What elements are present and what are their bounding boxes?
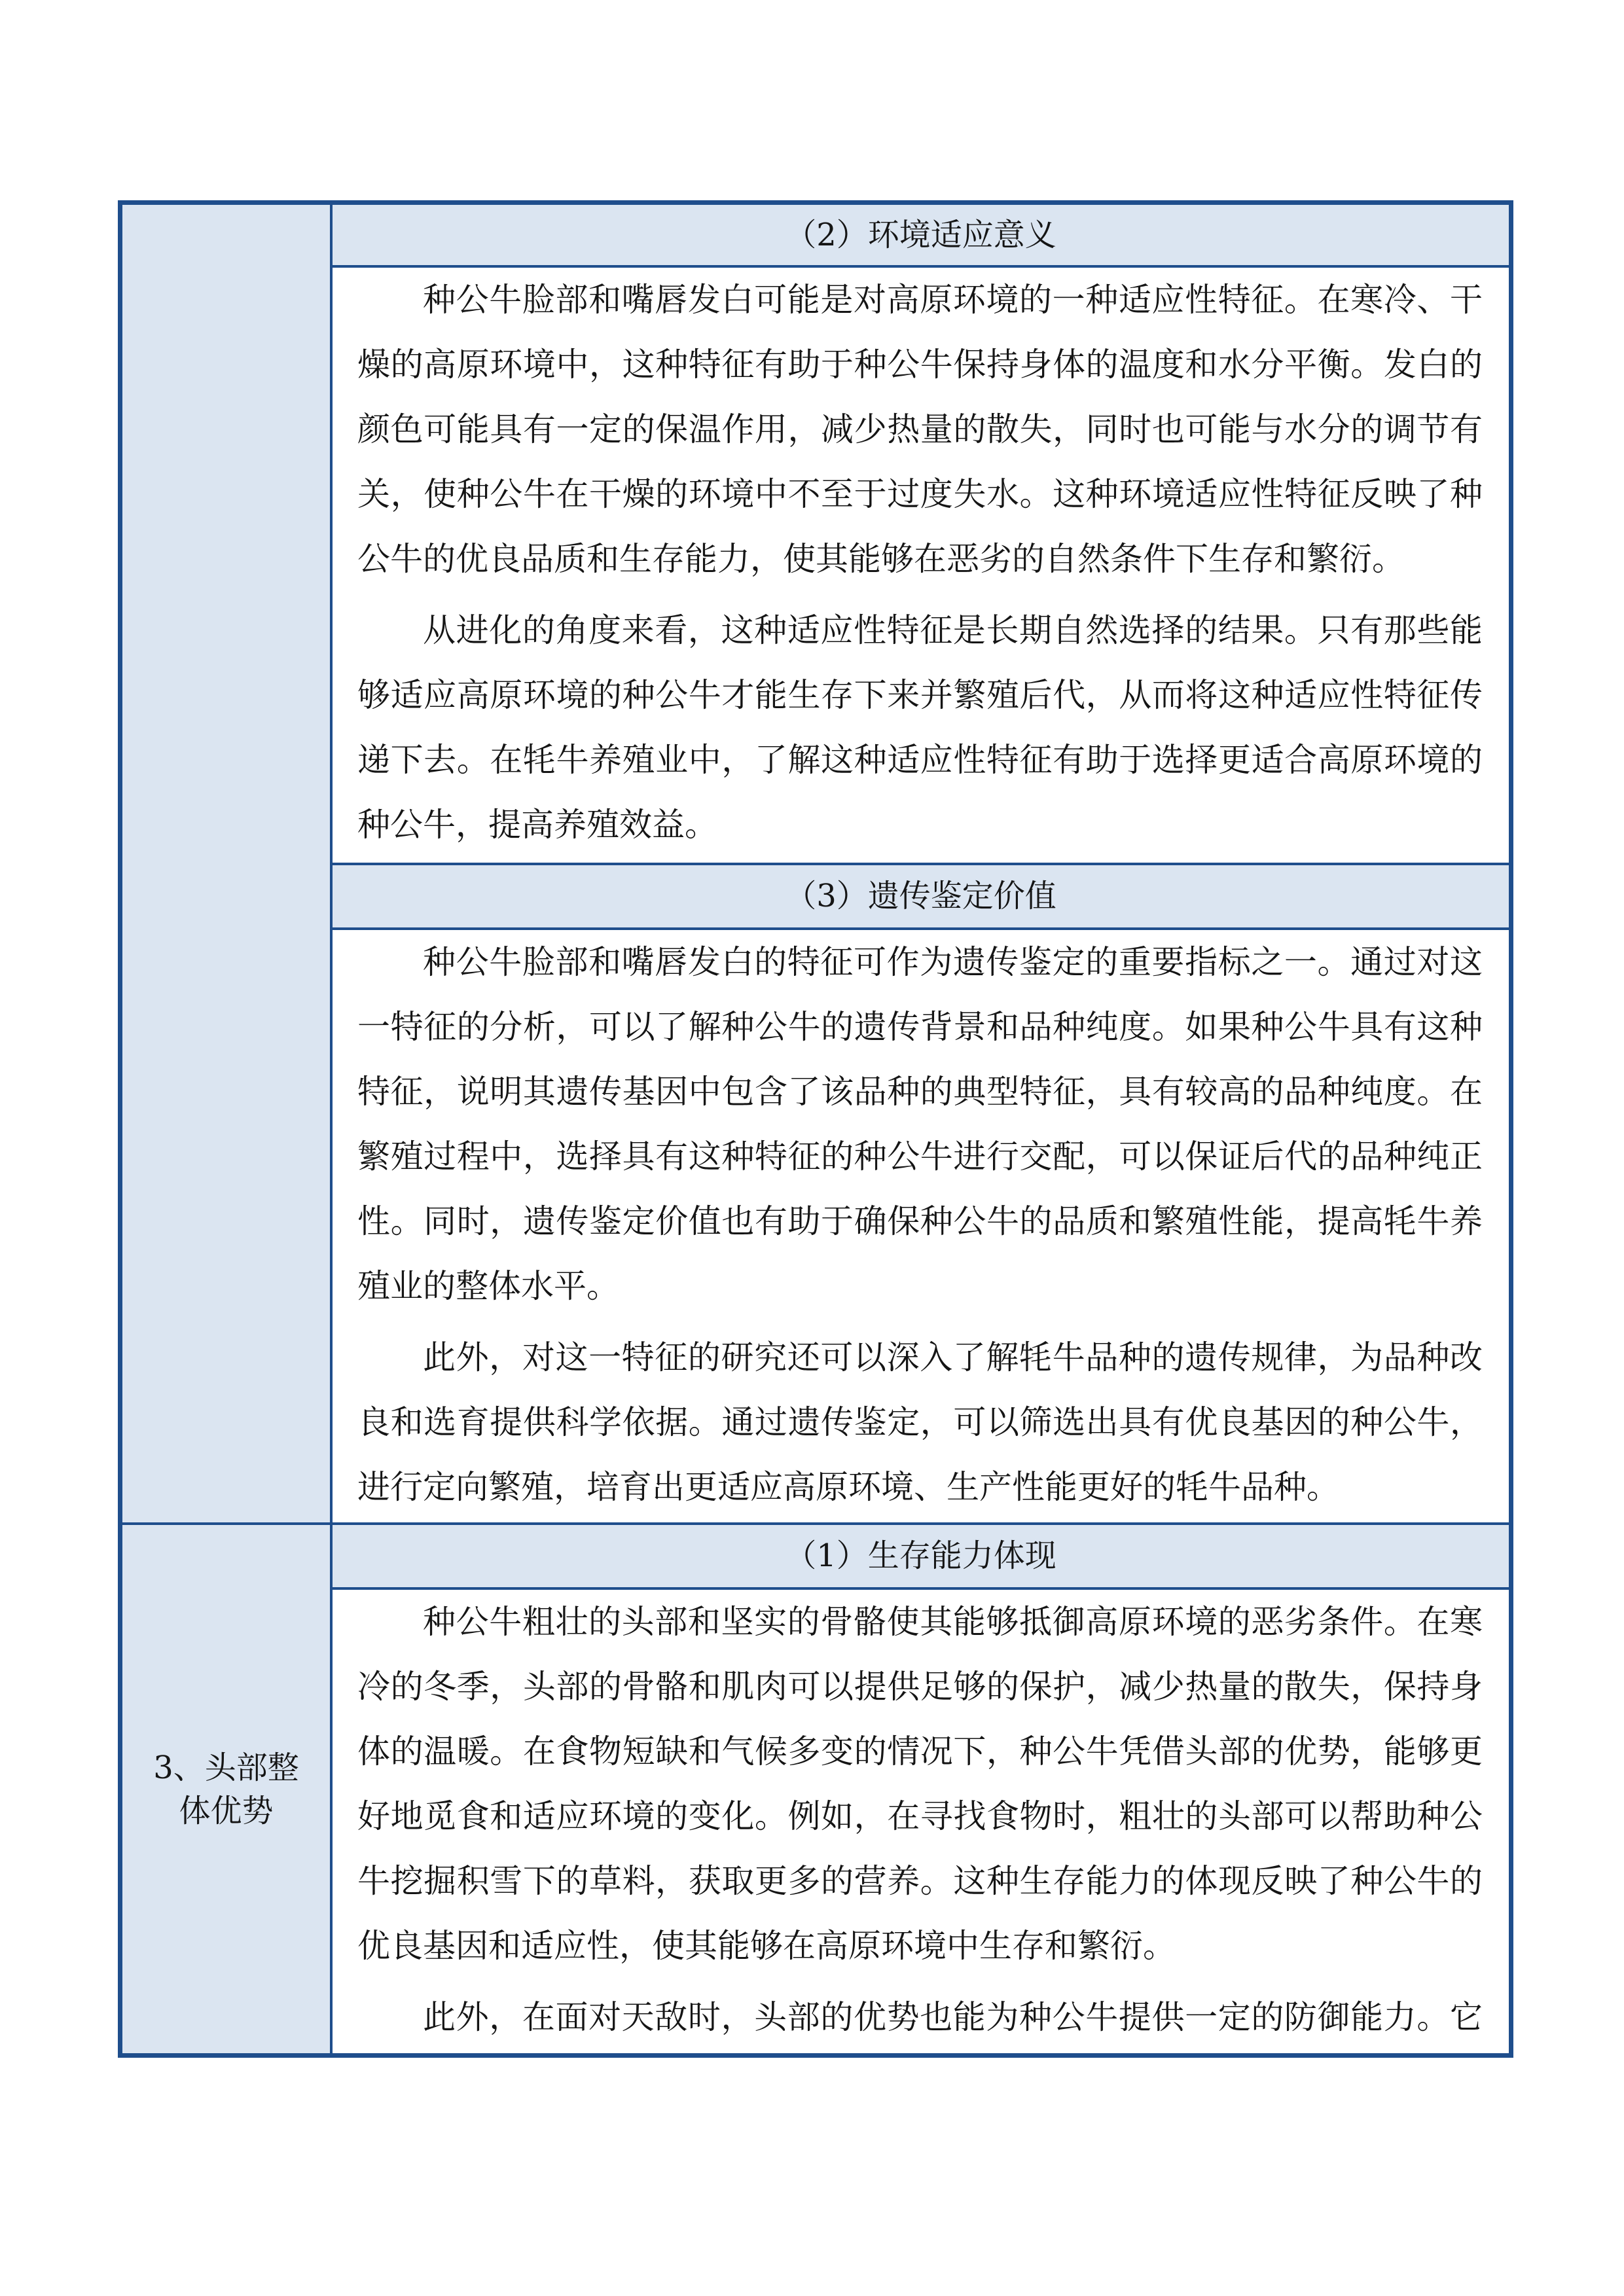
section-header: （2）环境适应意义 xyxy=(333,205,1509,265)
paragraph-continued: 此外，在面对天敌时，头部的优势也能为种公牛提供一定的防御能力。它 xyxy=(423,1998,1483,2036)
section-body xyxy=(333,1590,1509,2053)
category-label: 3、头部整体优势 xyxy=(153,1749,299,1829)
paragraph: 从进化的角度来看，这种适应性特征是长期自然选择的结果。只有那些能够适应高原环境的种公牛才能生存下来并繁殖后代，从而将这种适应性特征传递下去。在牦牛养殖业中，了解这种适应性特征有助于选择更适合高原环境的种公牛，提高养殖效益。 xyxy=(357,611,1483,844)
section-body xyxy=(333,930,1509,1522)
section-header: （1）生存能力体现 xyxy=(333,1525,1509,1587)
section-header: （3）遗传鉴定价值 xyxy=(333,865,1509,927)
content-table xyxy=(118,200,1513,2058)
paragraph: 种公牛脸部和嘴唇发白可能是对高原环境的一种适应性特征。在寒冷、干燥的高原环境中，这种特征有助于种公牛保持身体的温度和水分平衡。发白的颜色可能具有一定的保温作用，减少热量的散失，同时也可能与水分的调节有关，使种公牛在干燥的环境中不至于过度失水。这种环境适应性特征反映了种公牛的优良品质和生存能力，使其能够在恶劣的自然条件下生存和繁衍。 xyxy=(357,281,1483,578)
paragraph: 种公牛粗壮的头部和坚实的骨骼使其能够抵御高原环境的恶劣条件。在寒冷的冬季，头部的骨骼和肌肉可以提供足够的保护，减少热量的散失，保持身体的温暖。在食物短缺和气候多变的情况下，种公牛凭借头部的优势，能够更好地觅食和适应环境的变化。例如，在寻找食物时，粗壮的头部可以帮助种公牛挖掘积雪下的草料，获取更多的营养。这种生存能力的体现反映了种公牛的优良基因和适应性，使其能够在高原环境中生存和繁衍。 xyxy=(357,1603,1483,1965)
section-body xyxy=(333,268,1509,863)
category-cell xyxy=(122,1525,330,2053)
paragraph: 此外，对这一特征的研究还可以深入了解牦牛品种的遗传规律，为品种改良和选育提供科学依据。通过遗传鉴定，可以筛选出具有优良基因的种公牛，进行定向繁殖，培育出更适应高原环境、生产性能更好的牦牛品种。 xyxy=(357,1338,1483,1506)
paragraph: 种公牛脸部和嘴唇发白的特征可作为遗传鉴定的重要指标之一。通过对这一特征的分析，可以了解种公牛的遗传背景和品种纯度。如果种公牛具有这种特征，说明其遗传基因中包含了该品种的典型特征，具有较高的品种纯度。在繁殖过程中，选择具有这种特征的种公牛进行交配，可以保证后代的品种纯正性。同时，遗传鉴定价值也有助于确保种公牛的品质和繁殖性能，提高牦牛养殖业的整体水平。 xyxy=(357,943,1483,1305)
category-cell-empty xyxy=(122,205,330,1522)
